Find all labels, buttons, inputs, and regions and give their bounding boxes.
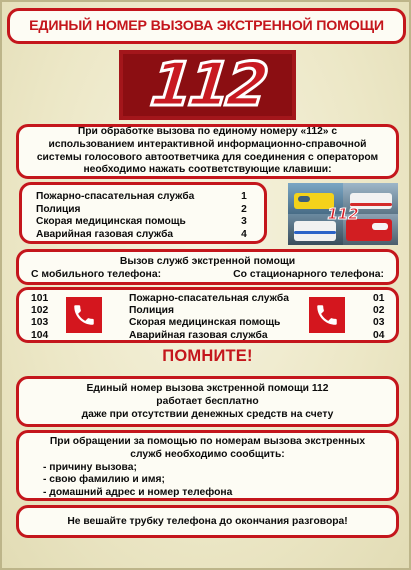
free-line: работает бесплатно [156, 396, 259, 407]
key-number: 3 [241, 216, 247, 228]
closing-panel [16, 505, 399, 538]
mobile-numbers [31, 293, 61, 342]
landline-number: 04 [373, 329, 385, 341]
title-banner [7, 8, 406, 44]
key-number: 1 [241, 191, 247, 202]
closing-text: Не вешайте трубку телефона до окончания разговора! [67, 516, 348, 527]
landline-numbers [373, 293, 393, 342]
service-name: Аварийная газовая служба [129, 329, 268, 341]
logo-number: 112 [147, 50, 268, 120]
landline-number: 02 [373, 305, 385, 317]
intro-line: системы голосового автоответчика для соединения с оператором [36, 151, 379, 163]
inform-item: - причину вызова; [43, 461, 137, 473]
truck-window-shape [298, 196, 310, 202]
service-name: Скорая медицинская помощь [129, 317, 281, 329]
mobile-number: 101 [31, 293, 49, 304]
logo-112 [119, 50, 296, 120]
landline-number: 01 [373, 293, 385, 304]
key-number: 2 [241, 203, 247, 215]
inform-heading: При обращении за помощью по номерам вызова экстренных [49, 436, 366, 447]
remember-heading: ПОМНИТЕ! [162, 347, 253, 365]
call-header-panel [16, 249, 399, 285]
mobile-heading: С мобильного телефона: [31, 269, 162, 280]
key-row [36, 191, 250, 204]
keys-panel [19, 182, 267, 244]
intro-line: использованием интерактивной информационно-справочной [48, 138, 367, 150]
intro-text [37, 126, 378, 176]
fire-truck-window-shape [372, 223, 388, 230]
key-label: Скорая медицинская помощь [36, 216, 186, 228]
service-names [129, 293, 309, 342]
intro-panel [16, 124, 399, 179]
key-number: 4 [241, 228, 247, 240]
call-subheadings [31, 268, 384, 281]
intro-line: необходимо нажать соответствующие клавиши: [83, 164, 332, 176]
emergency-vehicles-photo [288, 183, 398, 245]
landline-number: 03 [373, 317, 385, 329]
phone-handset-icon [309, 297, 345, 333]
key-label: Полиция [36, 203, 81, 215]
key-row [36, 229, 250, 242]
service-name: Пожарно-спасательная служба [129, 293, 290, 304]
free-line: даже при отсутствии денежных средств на счету [81, 409, 334, 420]
page-title: ЕДИНЫЙ НОМЕР ВЫЗОВА ЭКСТРЕННОЙ ПОМОЩИ [29, 18, 384, 34]
numbers-panel [16, 287, 399, 343]
key-label: Аварийная газовая служба [36, 228, 174, 240]
free-call-panel [16, 376, 399, 427]
photo-112-badge: 112 [327, 205, 359, 223]
free-call-text [82, 382, 334, 421]
inform-panel [16, 430, 399, 501]
call-heading: Вызов служб экстренной помощи [119, 256, 296, 267]
mobile-number: 103 [31, 317, 49, 329]
landline-heading: Со стационарного телефона: [233, 269, 384, 280]
service-name: Полиция [129, 305, 174, 317]
inform-item: - домашний адрес и номер телефона [43, 487, 233, 499]
key-label: Пожарно-спасательная служба [36, 191, 195, 202]
free-line: Единый номер вызова экстренной помощи 112 [86, 383, 329, 394]
key-row [36, 216, 250, 229]
phone-handset-icon [66, 297, 102, 333]
inform-heading: служб необходимо сообщить: [130, 448, 285, 460]
mobile-number: 102 [31, 305, 49, 317]
key-row [36, 204, 250, 217]
mobile-number: 104 [31, 329, 49, 341]
ambulance-stripe-shape [294, 231, 336, 234]
inform-item: - свою фамилию и имя; [43, 474, 165, 486]
intro-line: При обработке вызова по единому номеру «112» с [77, 126, 338, 138]
